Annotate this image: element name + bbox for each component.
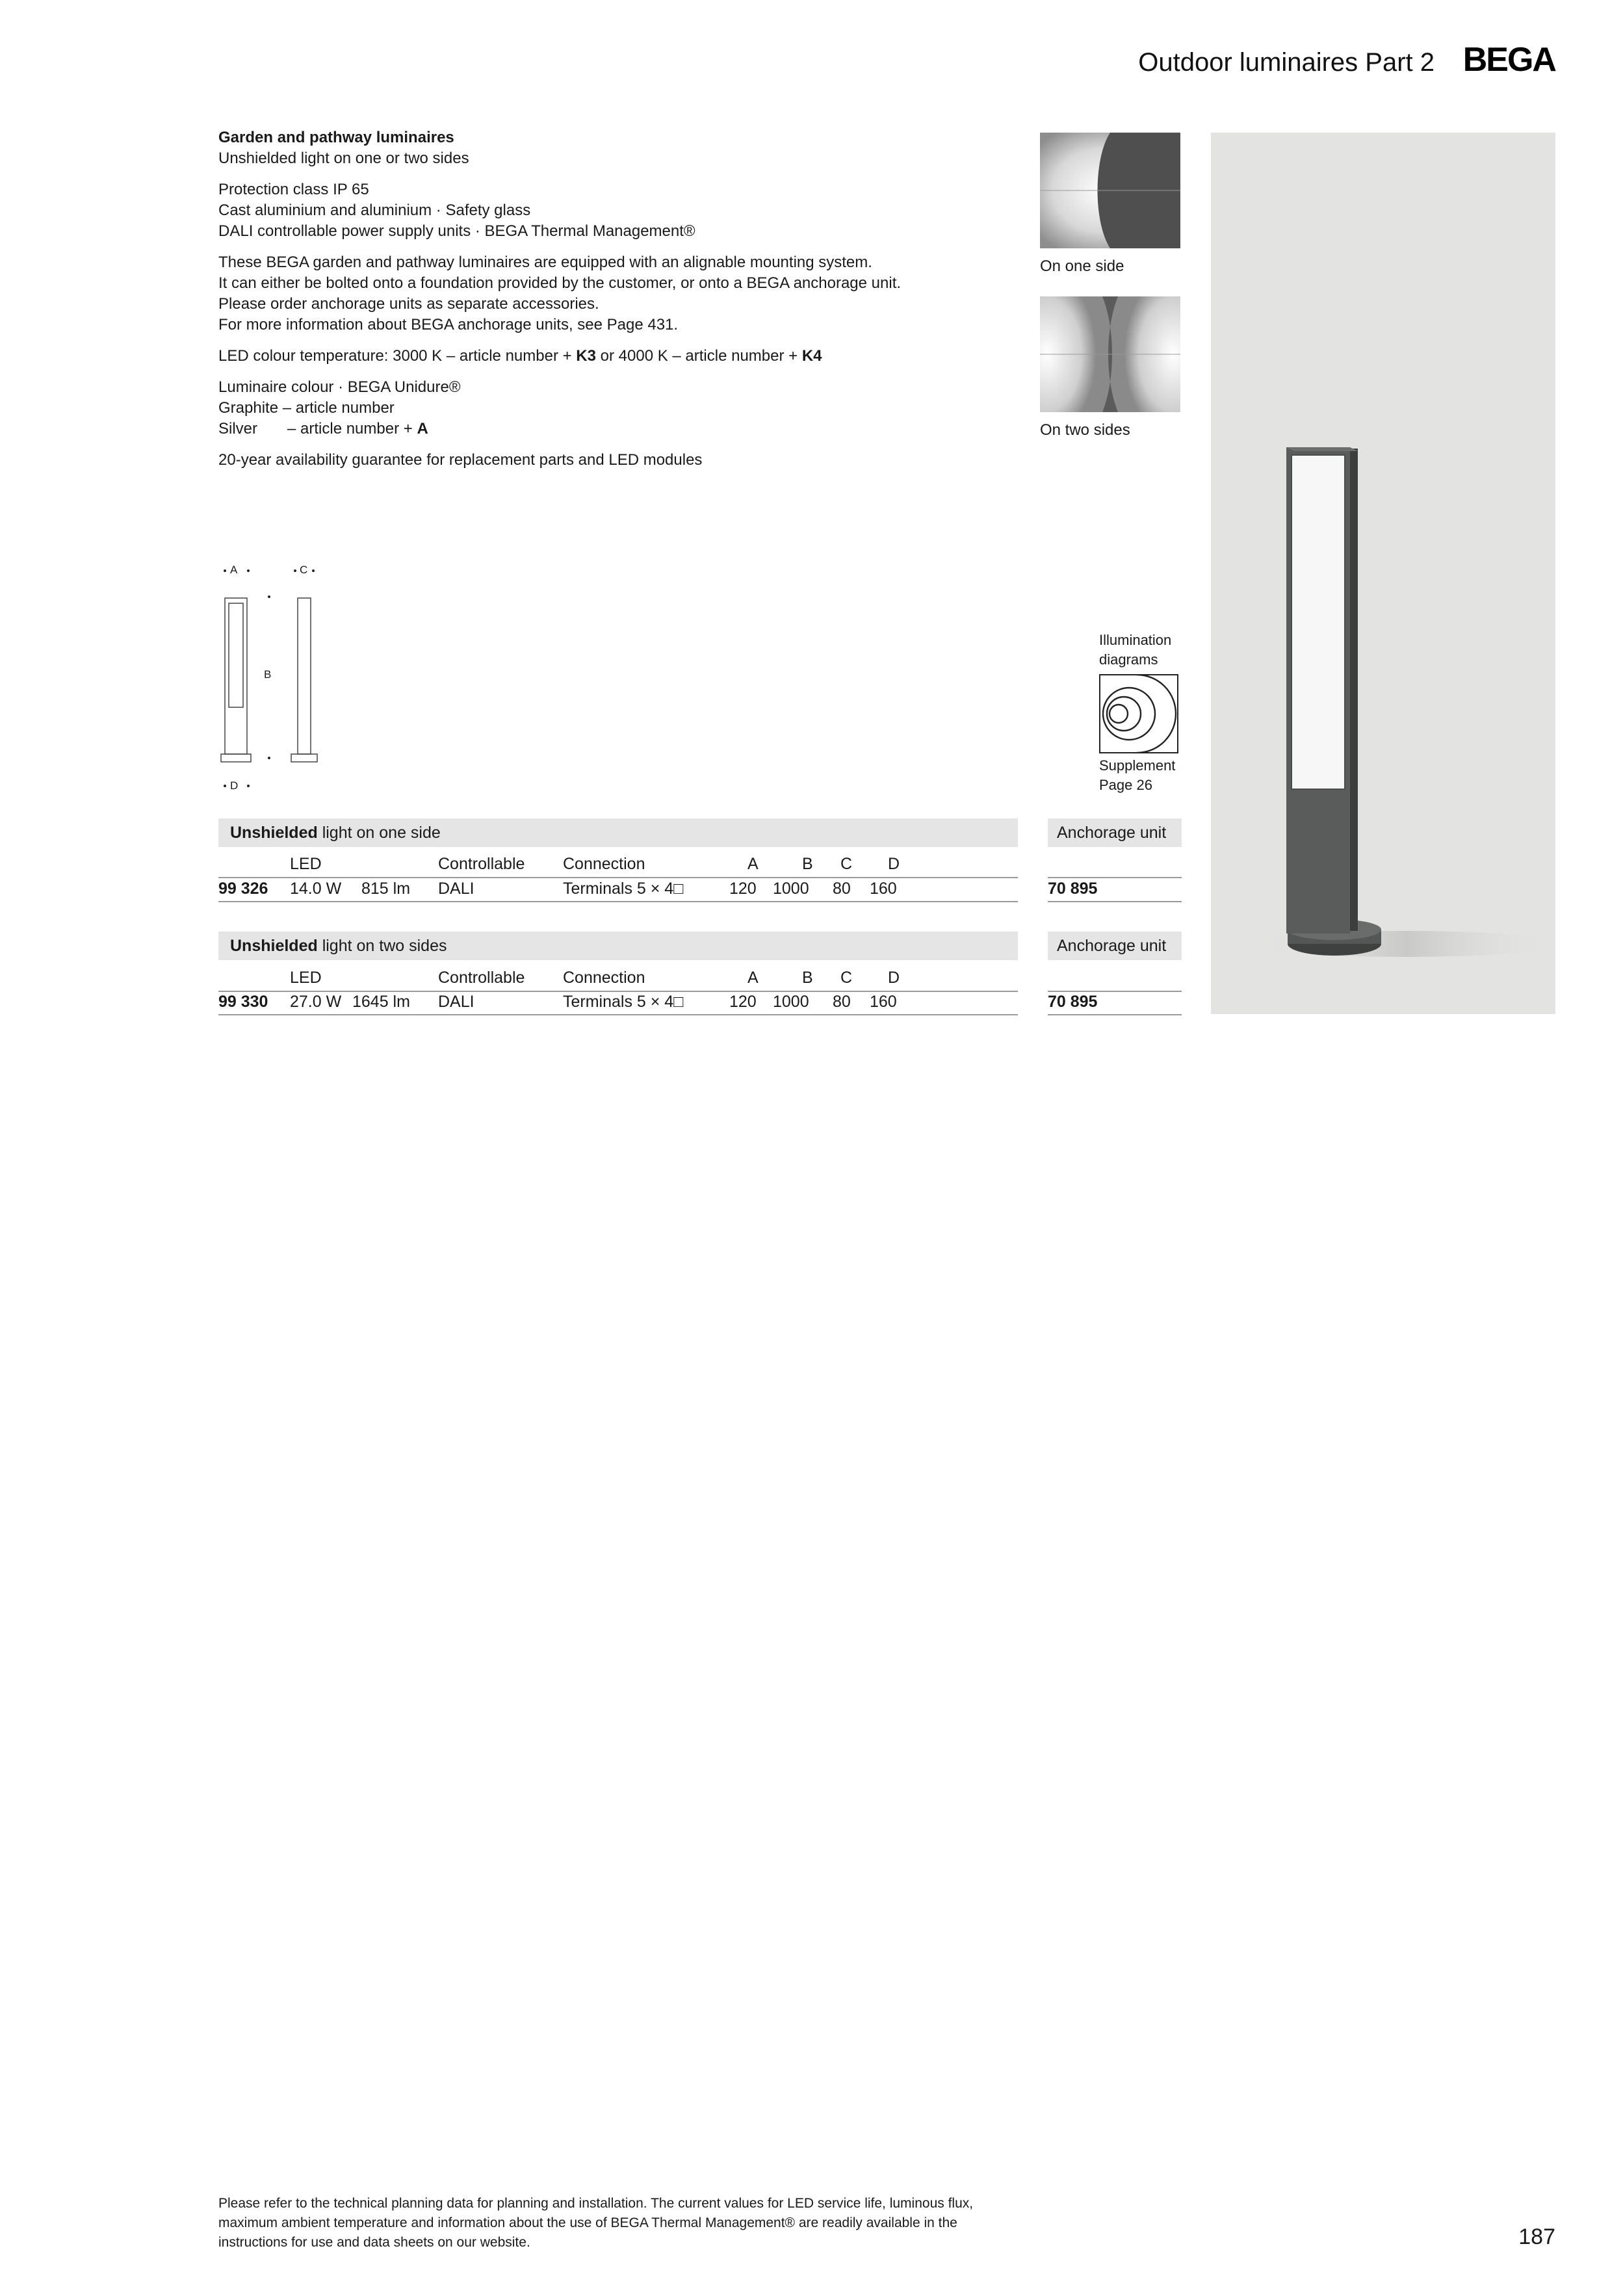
mounting-line: For more information about BEGA anchorage units, see Page 431.	[218, 316, 679, 333]
table-bottom-rule	[218, 901, 1018, 902]
illumination-label-line: Illumination	[1099, 632, 1172, 648]
mounting-line: It can either be bolted onto a foundation provided by the customer, or onto a BEGA anchorage unit.	[218, 274, 902, 292]
col-c: C	[840, 855, 853, 873]
col-led: LED	[290, 969, 322, 987]
anchorage-article: 70 895	[1048, 993, 1098, 1011]
led-wattage: 14.0 W	[290, 880, 342, 898]
spec-line: Protection class IP 65	[218, 181, 369, 198]
luminaire-colour-title: Luminaire colour · BEGA Unidure®	[218, 378, 461, 396]
light-distribution-one-side-image	[1040, 133, 1180, 248]
colour-temperature	[218, 346, 998, 367]
controllable-value: DALI	[438, 880, 474, 898]
supplement-line: Supplement	[1099, 757, 1176, 774]
led-wattage: 27.0 W	[290, 993, 342, 1011]
table-bottom-rule	[1048, 1014, 1182, 1015]
table-divider	[1048, 991, 1182, 992]
controllable-value: DALI	[438, 993, 474, 1011]
connection-value: Terminals 5 × 4□	[563, 993, 684, 1011]
illumination-label-line: diagrams	[1099, 651, 1158, 668]
k4-code: K4	[801, 347, 822, 365]
col-b: B	[802, 969, 813, 987]
table-title-bold: Unshielded	[230, 937, 318, 955]
col-connection: Connection	[563, 855, 645, 873]
col-d: D	[888, 855, 900, 873]
caption-two-sides: On two sides	[1040, 421, 1130, 439]
col-c: C	[840, 969, 853, 987]
spec-line: DALI controllable power supply units · BEGA Thermal Management®	[218, 222, 695, 240]
intro-block	[218, 127, 998, 481]
colour-temp-middle: or 4000 K – article number +	[595, 347, 802, 365]
table-divider	[218, 877, 1018, 878]
table-title-rest: light on one side	[317, 824, 441, 842]
dimension-drawing	[218, 563, 335, 797]
silver-suffix: A	[417, 420, 428, 437]
light-distribution-two-sides-image	[1040, 296, 1180, 412]
illumination-diagram-icon[interactable]	[1099, 674, 1178, 753]
col-controllable: Controllable	[438, 855, 525, 873]
dim-d-value: 160	[870, 993, 897, 1011]
article-number: 99 326	[218, 880, 268, 898]
footer-line: maximum ambient temperature and information about the use of BEGA Thermal Management® are readily available in the	[218, 2215, 957, 2230]
silver-text: – article number +	[287, 420, 417, 437]
col-controllable: Controllable	[438, 969, 525, 987]
col-led: LED	[290, 855, 322, 873]
intro-heading: Garden and pathway luminaires	[218, 129, 454, 146]
dim-a-value: 120	[729, 880, 757, 898]
table-one-side-title	[218, 818, 1018, 847]
table-divider	[218, 991, 1018, 992]
dim-b-value: 1000	[773, 880, 809, 898]
graphite-line: Graphite – article number	[218, 399, 395, 417]
caption-one-side: On one side	[1040, 257, 1124, 275]
led-lumen: 815 lm	[361, 880, 411, 898]
col-b: B	[802, 855, 813, 873]
footer-line: Please refer to the technical planning data for planning and installation. The current values for LED service life, luminous flux,	[218, 2196, 974, 2211]
dimension-a-label: A	[230, 564, 238, 576]
intro-subheading: Unshielded light on one or two sides	[218, 150, 469, 167]
footer-line: instructions for use and data sheets on our website.	[218, 2235, 530, 2250]
col-connection: Connection	[563, 969, 645, 987]
footer-note	[218, 2194, 973, 2252]
product-image	[1211, 133, 1555, 1014]
dim-c-value: 80	[833, 880, 851, 898]
dimension-b-label: B	[264, 668, 272, 681]
table-bottom-rule	[218, 1014, 1018, 1015]
article-number: 99 330	[218, 993, 268, 1011]
table-two-sides-title	[218, 932, 1018, 960]
spec-line: Cast aluminium and aluminium · Safety glass	[218, 202, 531, 219]
mounting-line: These BEGA garden and pathway luminaires are equipped with an alignable mounting system.	[218, 254, 872, 271]
page-number: 187	[1518, 2224, 1555, 2249]
table-divider	[1048, 877, 1182, 878]
anchorage-header: Anchorage unit	[1048, 818, 1182, 847]
dim-d-value: 160	[870, 880, 897, 898]
colour-temp-prefix: LED colour temperature: 3000 K – article number +	[218, 347, 577, 365]
supplement-reference	[1099, 756, 1175, 795]
anchorage-article: 70 895	[1048, 880, 1098, 898]
connection-value: Terminals 5 × 4□	[563, 880, 684, 898]
dim-c-value: 80	[833, 993, 851, 1011]
col-a: A	[747, 969, 759, 987]
silver-label: Silver	[218, 420, 258, 437]
section-title: Outdoor luminaires Part 2	[1138, 48, 1435, 77]
col-a: A	[747, 855, 759, 873]
table-bottom-rule	[1048, 901, 1182, 902]
col-d: D	[888, 969, 900, 987]
illumination-diagrams-label	[1099, 631, 1171, 670]
dim-b-value: 1000	[773, 993, 809, 1011]
guarantee-text: 20-year availability guarantee for replacement parts and LED modules	[218, 451, 703, 469]
table-title-bold: Unshielded	[230, 824, 318, 842]
supplement-line: Page 26	[1099, 777, 1152, 793]
brand-logo: BEGA	[1462, 41, 1555, 79]
dimension-c-label: C	[300, 564, 308, 576]
table-title-rest: light on two sides	[317, 937, 447, 955]
anchorage-header: Anchorage unit	[1048, 932, 1182, 960]
mounting-line: Please order anchorage units as separate accessories.	[218, 295, 599, 313]
dim-a-value: 120	[729, 993, 757, 1011]
dimension-d-label: D	[230, 779, 239, 792]
k3-code: K3	[576, 347, 596, 365]
led-lumen: 1645 lm	[352, 993, 410, 1011]
